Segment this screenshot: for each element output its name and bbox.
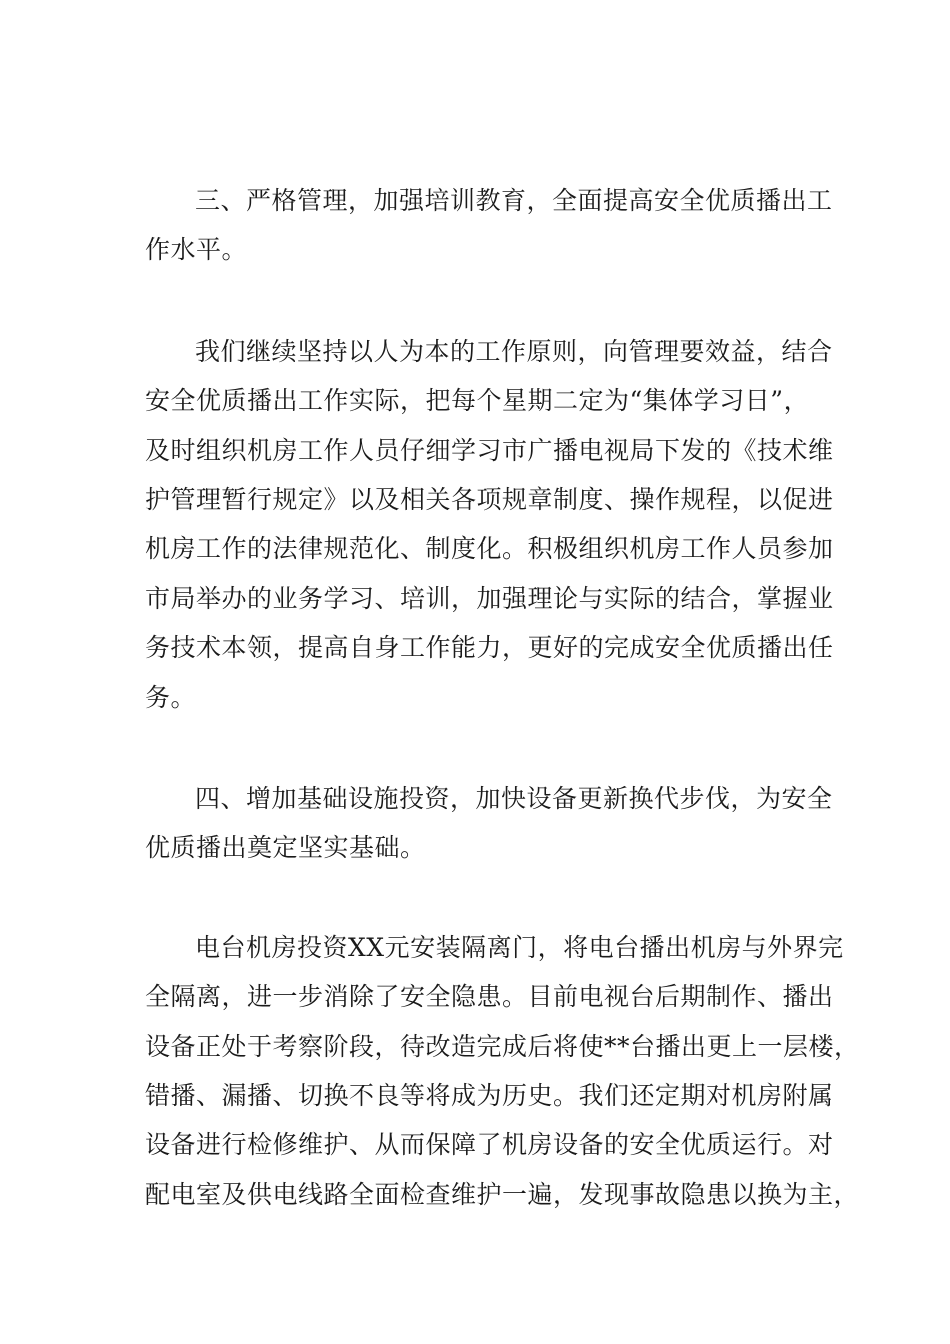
- text-line: 四、增加基础设施投资，加快设备更新换代步伐，为安全: [195, 784, 833, 813]
- text-line: 务。: [145, 683, 197, 712]
- text-line: 错播、漏播、切换不良等将成为历史。我们还定期对机房附属: [145, 1081, 834, 1110]
- text-line: 务技术本领，提高自身工作能力，更好的完成安全优质播出任: [145, 633, 834, 662]
- text-line: 全隔离，进一步消除了安全隐患。目前电视台后期制作、播出: [145, 982, 834, 1011]
- text-line: 设备进行检修维护、从而保障了机房设备的安全优质运行。对: [145, 1130, 834, 1159]
- text-line: 设备正处于考察阶段，待改造完成后将使**台播出更上一层楼，: [145, 1032, 860, 1061]
- text-line: 优质播出奠定坚实基础。: [145, 833, 426, 862]
- text-line: 配电室及供电线路全面检查维护一遍，发现事故隐患以换为主，: [145, 1180, 860, 1209]
- text-line: 护管理暂行规定》以及相关各项规章制度、操作规程，以促进: [145, 485, 834, 514]
- text-line: 市局举办的业务学习、培训，加强理论与实际的结合，掌握业: [145, 584, 834, 613]
- text-line: 及时组织机房工作人员仔细学习市广播电视局下发的《技术维: [145, 436, 834, 465]
- text-line: 我们继续坚持以人为本的工作原则，向管理要效益，结合: [195, 337, 833, 366]
- text-line: 三、严格管理，加强培训教育，全面提高安全优质播出工: [195, 186, 833, 215]
- text-line: 作水平。: [145, 235, 248, 264]
- text-line: 安全优质播出工作实际，把每个星期二定为“集体学习日”，: [145, 386, 810, 415]
- text-line: 机房工作的法律规范化、制度化。积极组织机房工作人员参加: [145, 534, 834, 563]
- text-line: 电台机房投资XX元安装隔离门，将电台播出机房与外界完: [195, 933, 844, 962]
